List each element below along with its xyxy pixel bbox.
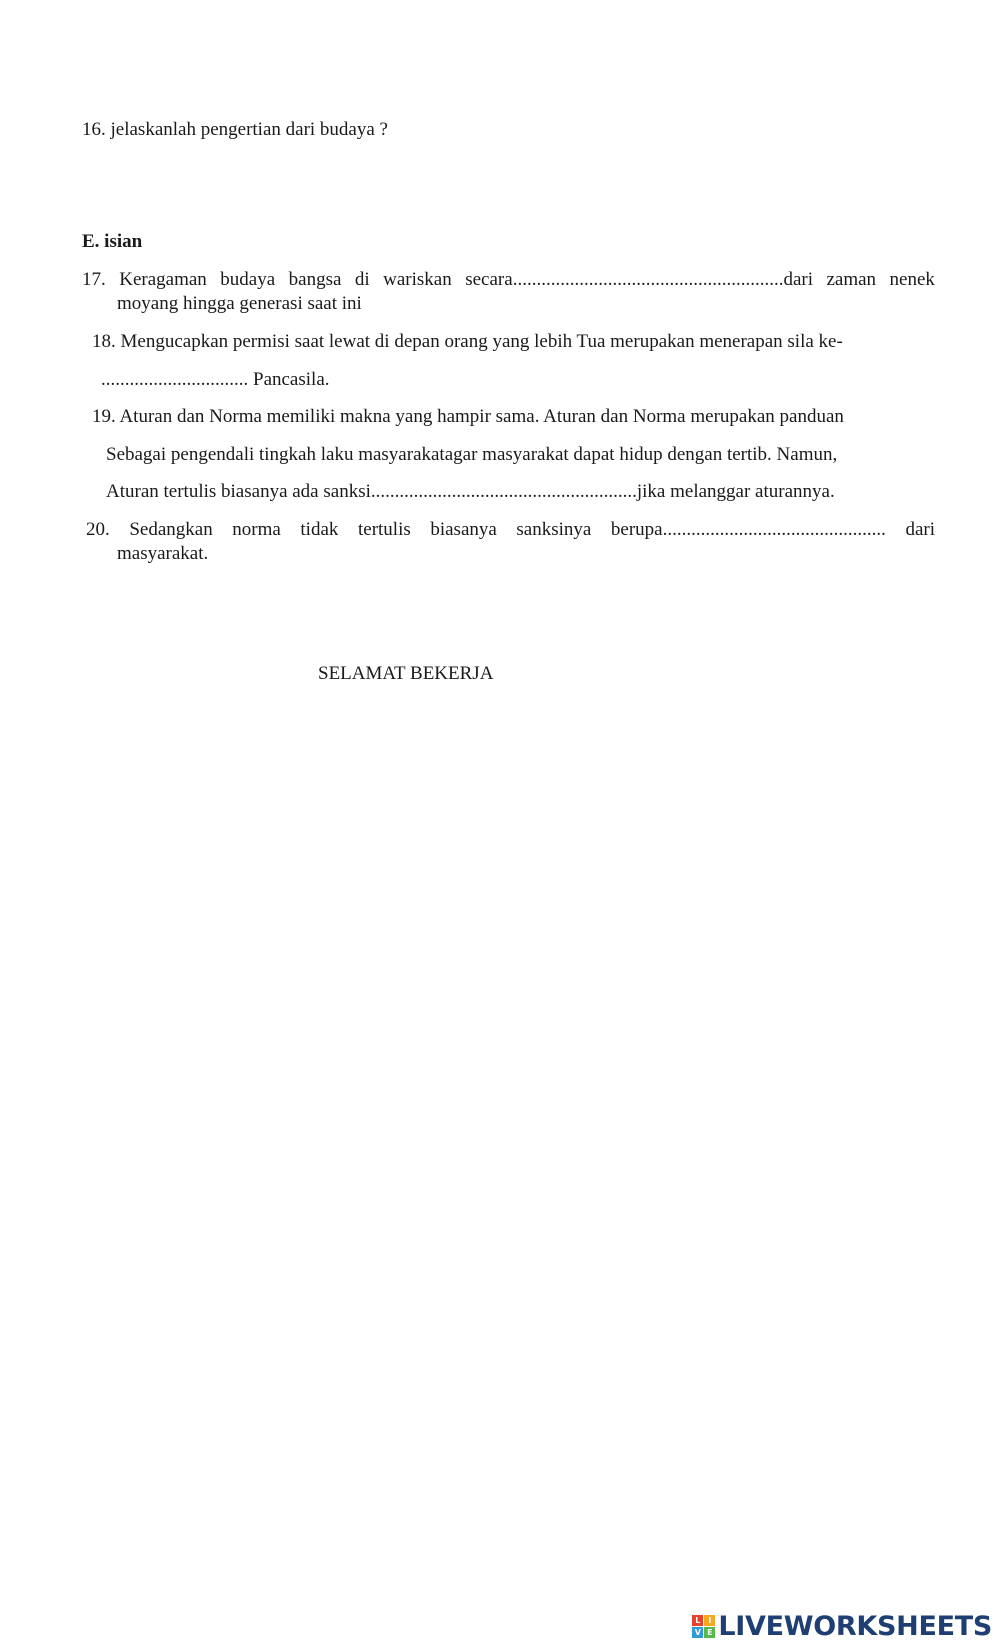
question-19-line-1: 19. Aturan dan Norma memiliki makna yang hampir sama. Aturan dan Norma merupakan panduan (92, 406, 844, 427)
section-title: E. isian (82, 231, 143, 252)
question-19-line-3[interactable]: Aturan tertulis biasanya ada sanksi........................................................jika melanggar aturannya. (106, 481, 835, 502)
q20-word: biasanya (430, 519, 497, 540)
q20-word: tertulis (357, 519, 411, 540)
logo-icon (692, 1615, 715, 1638)
q20-word: dari (905, 519, 935, 540)
q20-answer-blank[interactable]: berupa............................................... (610, 519, 886, 540)
q17-word: budaya (220, 269, 276, 290)
logo-cell: E (704, 1627, 715, 1638)
q17-word: di (354, 269, 370, 290)
q17-word: Keragaman (119, 269, 207, 290)
q17-word: 17. (82, 269, 106, 290)
logo-text: LIVEWORKSHEETS (718, 1610, 992, 1642)
question-20-line-2: masyarakat. (117, 543, 209, 564)
q17-word: bangsa (288, 269, 342, 290)
q17-word: nenek (889, 269, 935, 290)
closing-text: SELAMAT BEKERJA (318, 663, 494, 684)
question-17-line-1 (82, 268, 935, 292)
question-17-line-2: moyang hingga generasi saat ini (117, 293, 362, 314)
q20-word: tidak (300, 519, 339, 540)
question-18-line-2[interactable]: ............................... Pancasila. (101, 369, 330, 390)
question-19-line-2: Sebagai pengendali tingkah laku masyarakatagar masyarakat dapat hidup dengan tertib. Namun, (106, 444, 838, 465)
question-20-line-1 (86, 518, 935, 542)
q20-word: sanksinya (516, 519, 592, 540)
q17-word: zaman (826, 269, 877, 290)
liveworksheets-logo[interactable] (692, 1610, 992, 1642)
question-18-line-1: 18. Mengucapkan permisi saat lewat di depan orang yang lebih Tua merupakan menerapan sila ke- (92, 331, 843, 352)
q20-word: norma (232, 519, 281, 540)
logo-cell: L (692, 1615, 703, 1626)
q20-word: Sedangkan (129, 519, 213, 540)
logo-cell: V (692, 1627, 703, 1638)
q20-word: 20. (86, 519, 110, 540)
q17-word: wariskan (383, 269, 452, 290)
logo-cell: I (704, 1615, 715, 1626)
question-16: 16. jelaskanlah pengertian dari budaya ? (82, 119, 388, 140)
q17-answer-blank[interactable]: secara.........................................................dari (465, 269, 813, 290)
